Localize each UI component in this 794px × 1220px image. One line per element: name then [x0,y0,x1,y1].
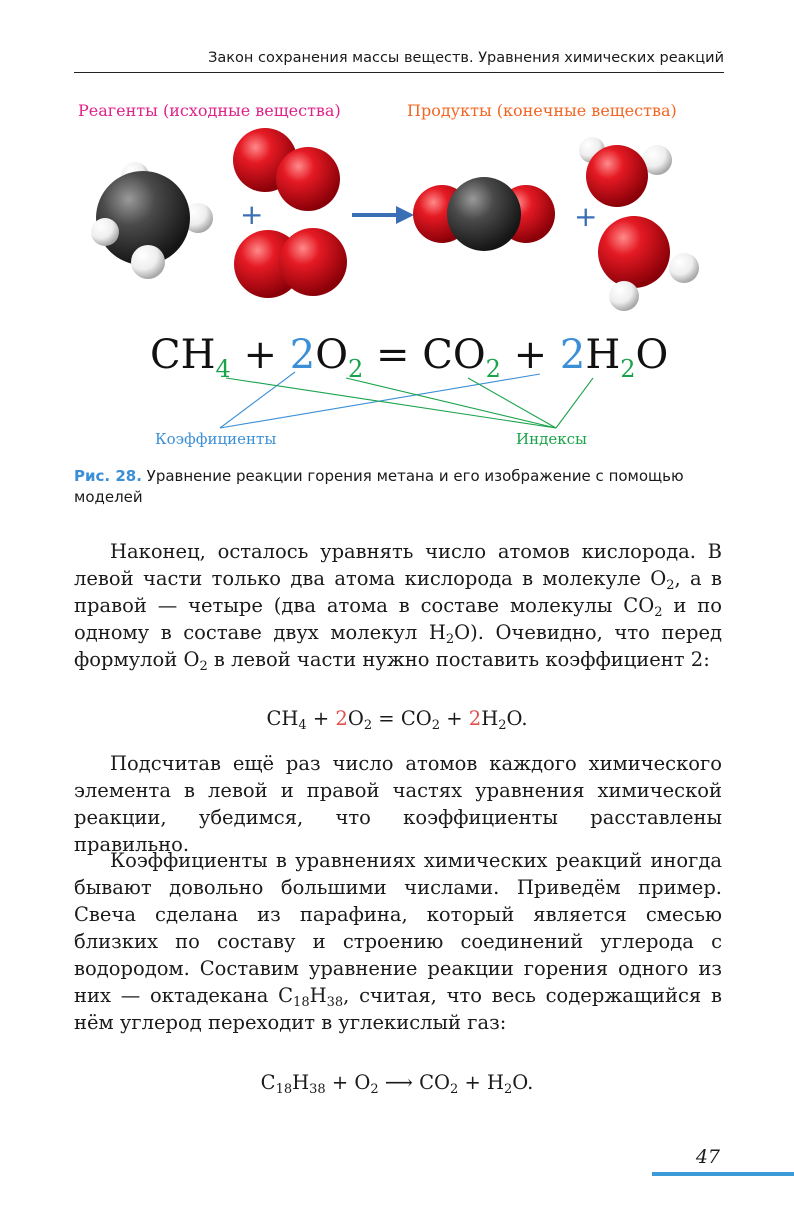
coefficients-label: Коэффициенты [155,430,277,448]
running-title: Закон сохранения массы веществ. Уравнения химических реакций [208,50,724,66]
page-number: 47 [695,1146,720,1168]
products-label: Продукты (конечные вещества) [407,101,677,120]
hydrogen-atom [91,218,119,246]
eq-term: + H [458,1071,505,1094]
oxygen-atom [586,145,648,207]
reagents-label: Реагенты (исходные вещества) [78,101,341,120]
eq-operator: + [513,332,548,378]
running-header [74,46,724,73]
text-run: в левой части нужно поставить коэффициент 2: [207,648,710,671]
eq-term: O. [506,707,528,730]
eq-operator: = [375,332,410,378]
eq-term: O [347,707,364,730]
eq-term: CO [419,1071,450,1094]
caption-text: Уравнение реакции горения метана и его изображение с помощью моделей [74,467,684,506]
hydrogen-atom [669,253,699,283]
oxygen-atom [276,147,340,211]
text-run: , считая, что весь содержащийся в нём углерод переходит в углекислый газ: [74,984,722,1034]
eq-term: C [260,1071,276,1094]
reaction-equation-large [150,332,669,383]
eq-index: 2 [485,355,501,383]
subscript: 2 [363,718,373,733]
page-number-bar [652,1172,794,1176]
eq-term: H [481,707,499,730]
oxygen-atom [598,216,670,288]
hydrogen-atom [131,245,165,279]
oxygen-molecule [234,228,347,298]
plus-sign: + [240,198,264,231]
eq-term: H [292,1071,310,1094]
paragraph-3 [74,847,722,1036]
eq-operator: + [243,332,278,378]
water-molecule [598,216,699,311]
subscript: 18 [293,995,310,1010]
subscript: 4 [298,718,307,733]
text-run: и по одному в составе двух молекул H [74,594,723,644]
eq-term: CO [422,332,486,378]
subscript: 2 [666,578,675,593]
subscript: 2 [199,659,208,674]
subscript: 18 [275,1082,293,1097]
equation-1 [0,707,794,733]
eq-operator: + [440,707,469,730]
eq-coefficient: 2 [335,707,348,730]
methane-molecule [91,162,213,279]
eq-index: 2 [620,355,636,383]
paragraph-1 [74,538,722,673]
subscript: 2 [449,1082,459,1097]
eq-operator: + [306,707,336,730]
carbon-dioxide-molecule [413,177,555,251]
subscript: 2 [370,1082,379,1097]
indices-label: Индексы [516,430,587,448]
eq-index: 4 [215,355,231,383]
eq-coefficient: 2 [468,707,482,730]
eq-term: O. [512,1071,534,1094]
reaction-arrow: ⟶ [378,1071,420,1094]
text-run: Наконец, осталось уравнять число атомов кислорода. В левой части только два атома кислорода в молекуле O [74,540,722,590]
figure-number: Рис. 28. [74,467,142,485]
figure-caption [74,466,714,508]
subscript: 2 [654,605,663,620]
plus-sign: + [574,200,598,233]
reaction-arrow-icon [352,206,414,224]
eq-term: = CO [372,707,432,730]
molecule-models-figure [0,120,794,320]
subscript: 38 [326,995,344,1010]
eq-term: O [635,332,669,378]
eq-term: H [585,332,621,378]
index-pointer-lines [226,378,593,428]
text-run: , а в правой — четыре (два атома в составе молекулы CO [74,567,722,617]
subscript: 38 [309,1082,326,1097]
eq-term: CH [266,707,299,730]
text-run: O). Очевидно, что перед формулой O [74,621,722,671]
subscript: 2 [504,1082,513,1097]
eq-coefficient: 2 [289,332,316,378]
carbon-atom [447,177,521,251]
eq-index: 2 [347,355,364,383]
equation-2 [0,1071,794,1097]
eq-coefficient: 2 [559,332,586,378]
paragraph-2: Подсчитав ещё раз число атомов каждого химического элемента в левой и правой частях уравнения химической реакции, убедимся, что коэффициенты расставлены правильно. [74,752,722,856]
hydrogen-atom [609,281,639,311]
oxygen-atom [279,228,347,296]
text-run: H [309,984,327,1007]
eq-term: + O [325,1071,371,1094]
subscript: 2 [445,632,455,647]
subscript: 2 [431,718,441,733]
subscript: 2 [498,718,507,733]
text-run: Коэффициенты в уравнениях химических реакций иногда бывают довольно большими числами. Приведём пример. Свеча сделана из парафина, который является смесью близких по составу и строению соединений углерода с водородом. Составим уравнение реакции горения одного из них — октадекана C [74,849,722,1007]
eq-term: O [315,332,348,378]
water-molecule [579,137,672,207]
eq-term: CH [150,332,216,378]
